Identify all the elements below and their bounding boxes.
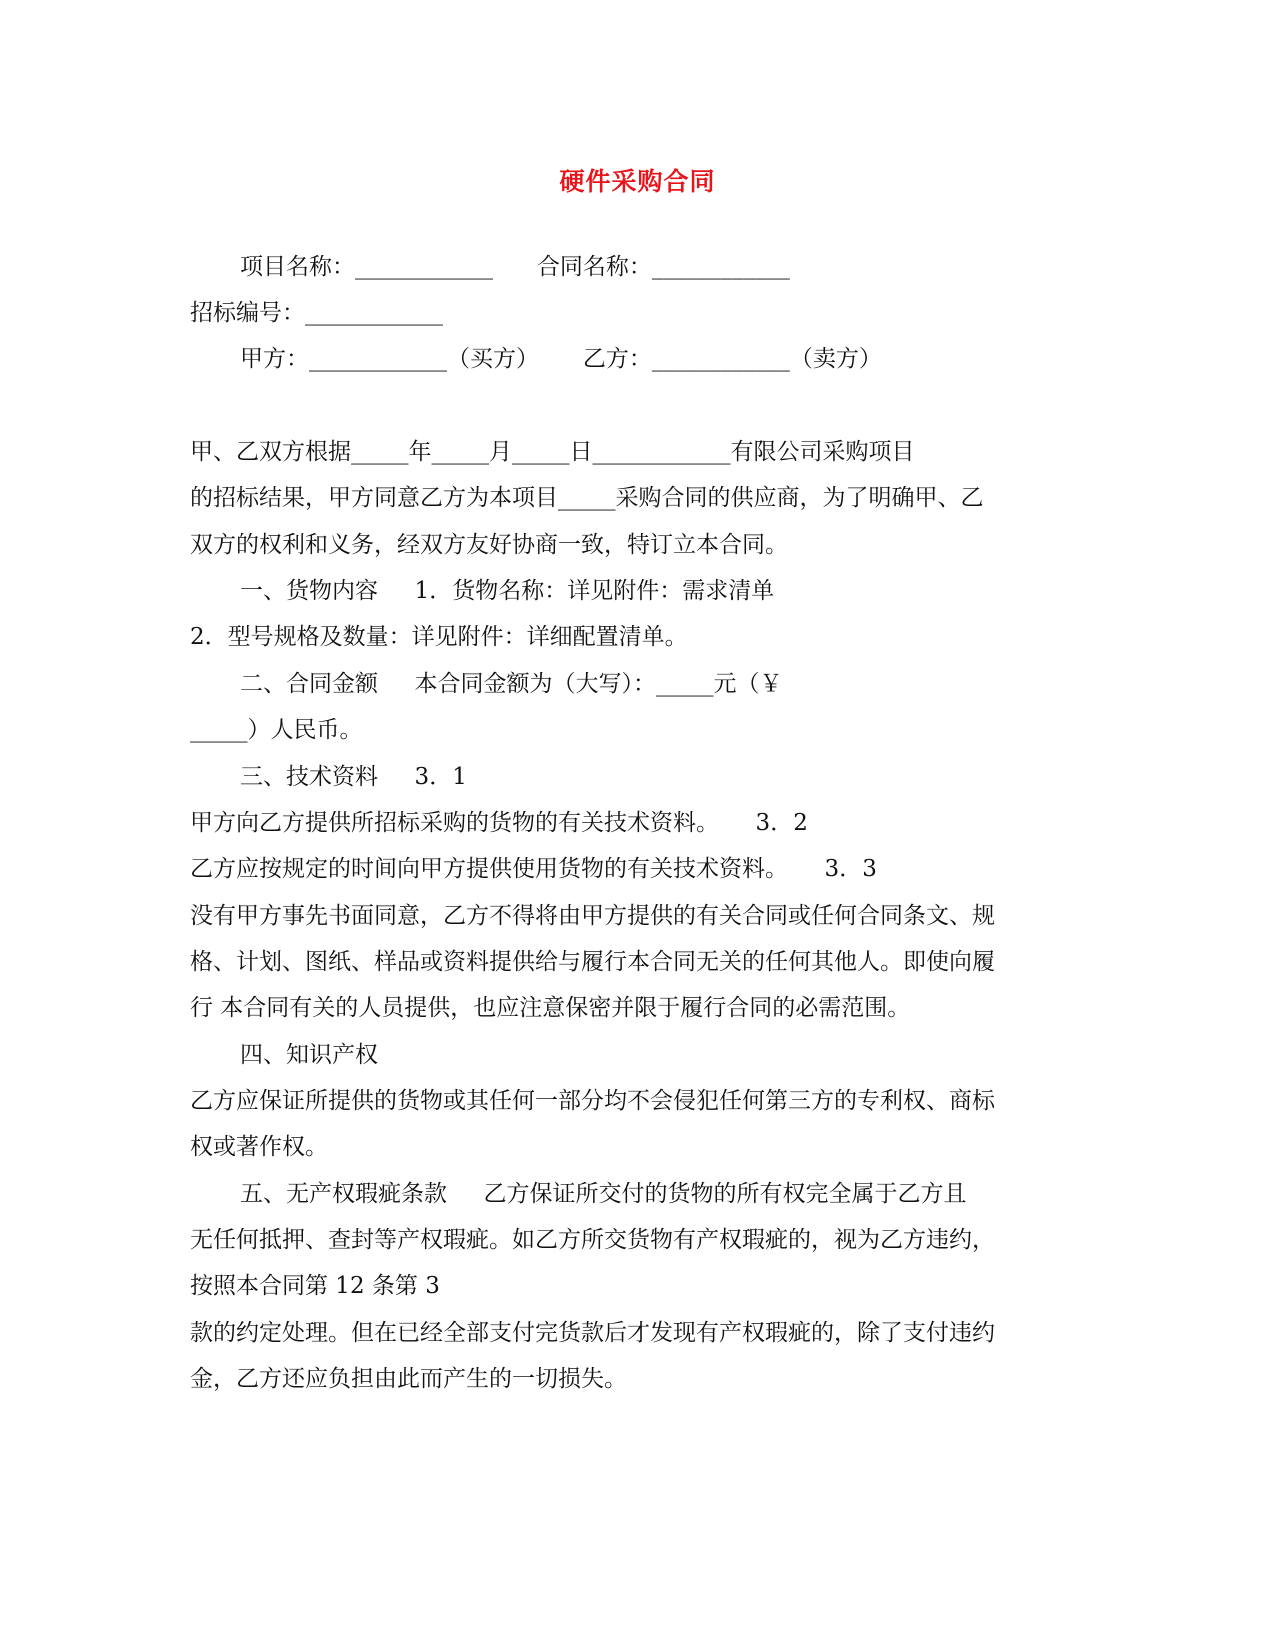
section-tech-line: 没有甲方事先书面同意，乙方不得将由甲方提供的有关合同或任何合同条文、规 xyxy=(190,903,995,929)
parties-line: 甲方：____________（买方） 乙方：____________（卖方） xyxy=(240,346,882,372)
tender-number-line: 招标编号：____________ xyxy=(190,300,443,326)
section-ip-line: 乙方应保证所提供的货物或其任何一部分均不会侵犯任何第三方的专利权、商标 xyxy=(190,1088,995,1114)
section-goods-line: 2．型号规格及数量：详见附件：详细配置清单。 xyxy=(190,624,688,650)
section-ip-heading: 四、知识产权 xyxy=(240,1042,378,1068)
section-ip-line: 权或著作权。 xyxy=(190,1134,328,1160)
section-tech-heading: 三、技术资料 3．1 xyxy=(240,764,467,790)
section-title-defect-heading: 五、无产权瑕疵条款 乙方保证所交付的货物的所有权完全属于乙方且 xyxy=(240,1181,967,1207)
section-title-defect-line: 金，乙方还应负担由此而产生的一切损失。 xyxy=(190,1366,627,1392)
section-amount-heading: 二、合同金额 本合同金额为（大写）：_____元（￥ xyxy=(240,671,783,697)
document-title: 硬件采购合同 xyxy=(559,167,716,196)
section-amount-line: _____）人民币。 xyxy=(190,717,363,743)
section-tech-line: 行 本合同有关的人员提供，也应注意保密并限于履行合同的必需范围。 xyxy=(190,995,911,1021)
section-title-defect-line: 款的约定处理。但在已经全部支付完货款后才发现有产权瑕疵的，除了支付违约 xyxy=(190,1320,995,1346)
section-title-defect-line: 无任何抵押、查封等产权瑕疵。如乙方所交货物有产权瑕疵的，视为乙方违约， xyxy=(190,1227,995,1253)
section-goods-heading: 一、货物内容 1．货物名称：详见附件：需求清单 xyxy=(240,578,775,604)
section-title-defect-line: 按照本合同第 12 条第 3 xyxy=(190,1273,440,1299)
preamble-line: 甲、乙双方根据_____年_____月_____日____________有限公司采购项目 xyxy=(190,439,915,465)
section-tech-line: 格、计划、图纸、样品或资料提供给与履行本合同无关的任何其他人。即使向履 xyxy=(190,949,995,975)
preamble-line: 的招标结果，甲方同意乙方为本项目_____采购合同的供应商，为了明确甲、乙 xyxy=(190,485,984,511)
section-tech-line: 甲方向乙方提供所招标采购的货物的有关技术资料。 3．2 xyxy=(190,810,808,836)
preamble-line: 双方的权利和义务，经双方友好协商一致，特订立本合同。 xyxy=(190,532,788,558)
project-contract-name-line: 项目名称：____________ 合同名称：____________ xyxy=(240,254,790,280)
section-tech-line: 乙方应按规定的时间向甲方提供使用货物的有关技术资料。 3．3 xyxy=(190,856,877,882)
